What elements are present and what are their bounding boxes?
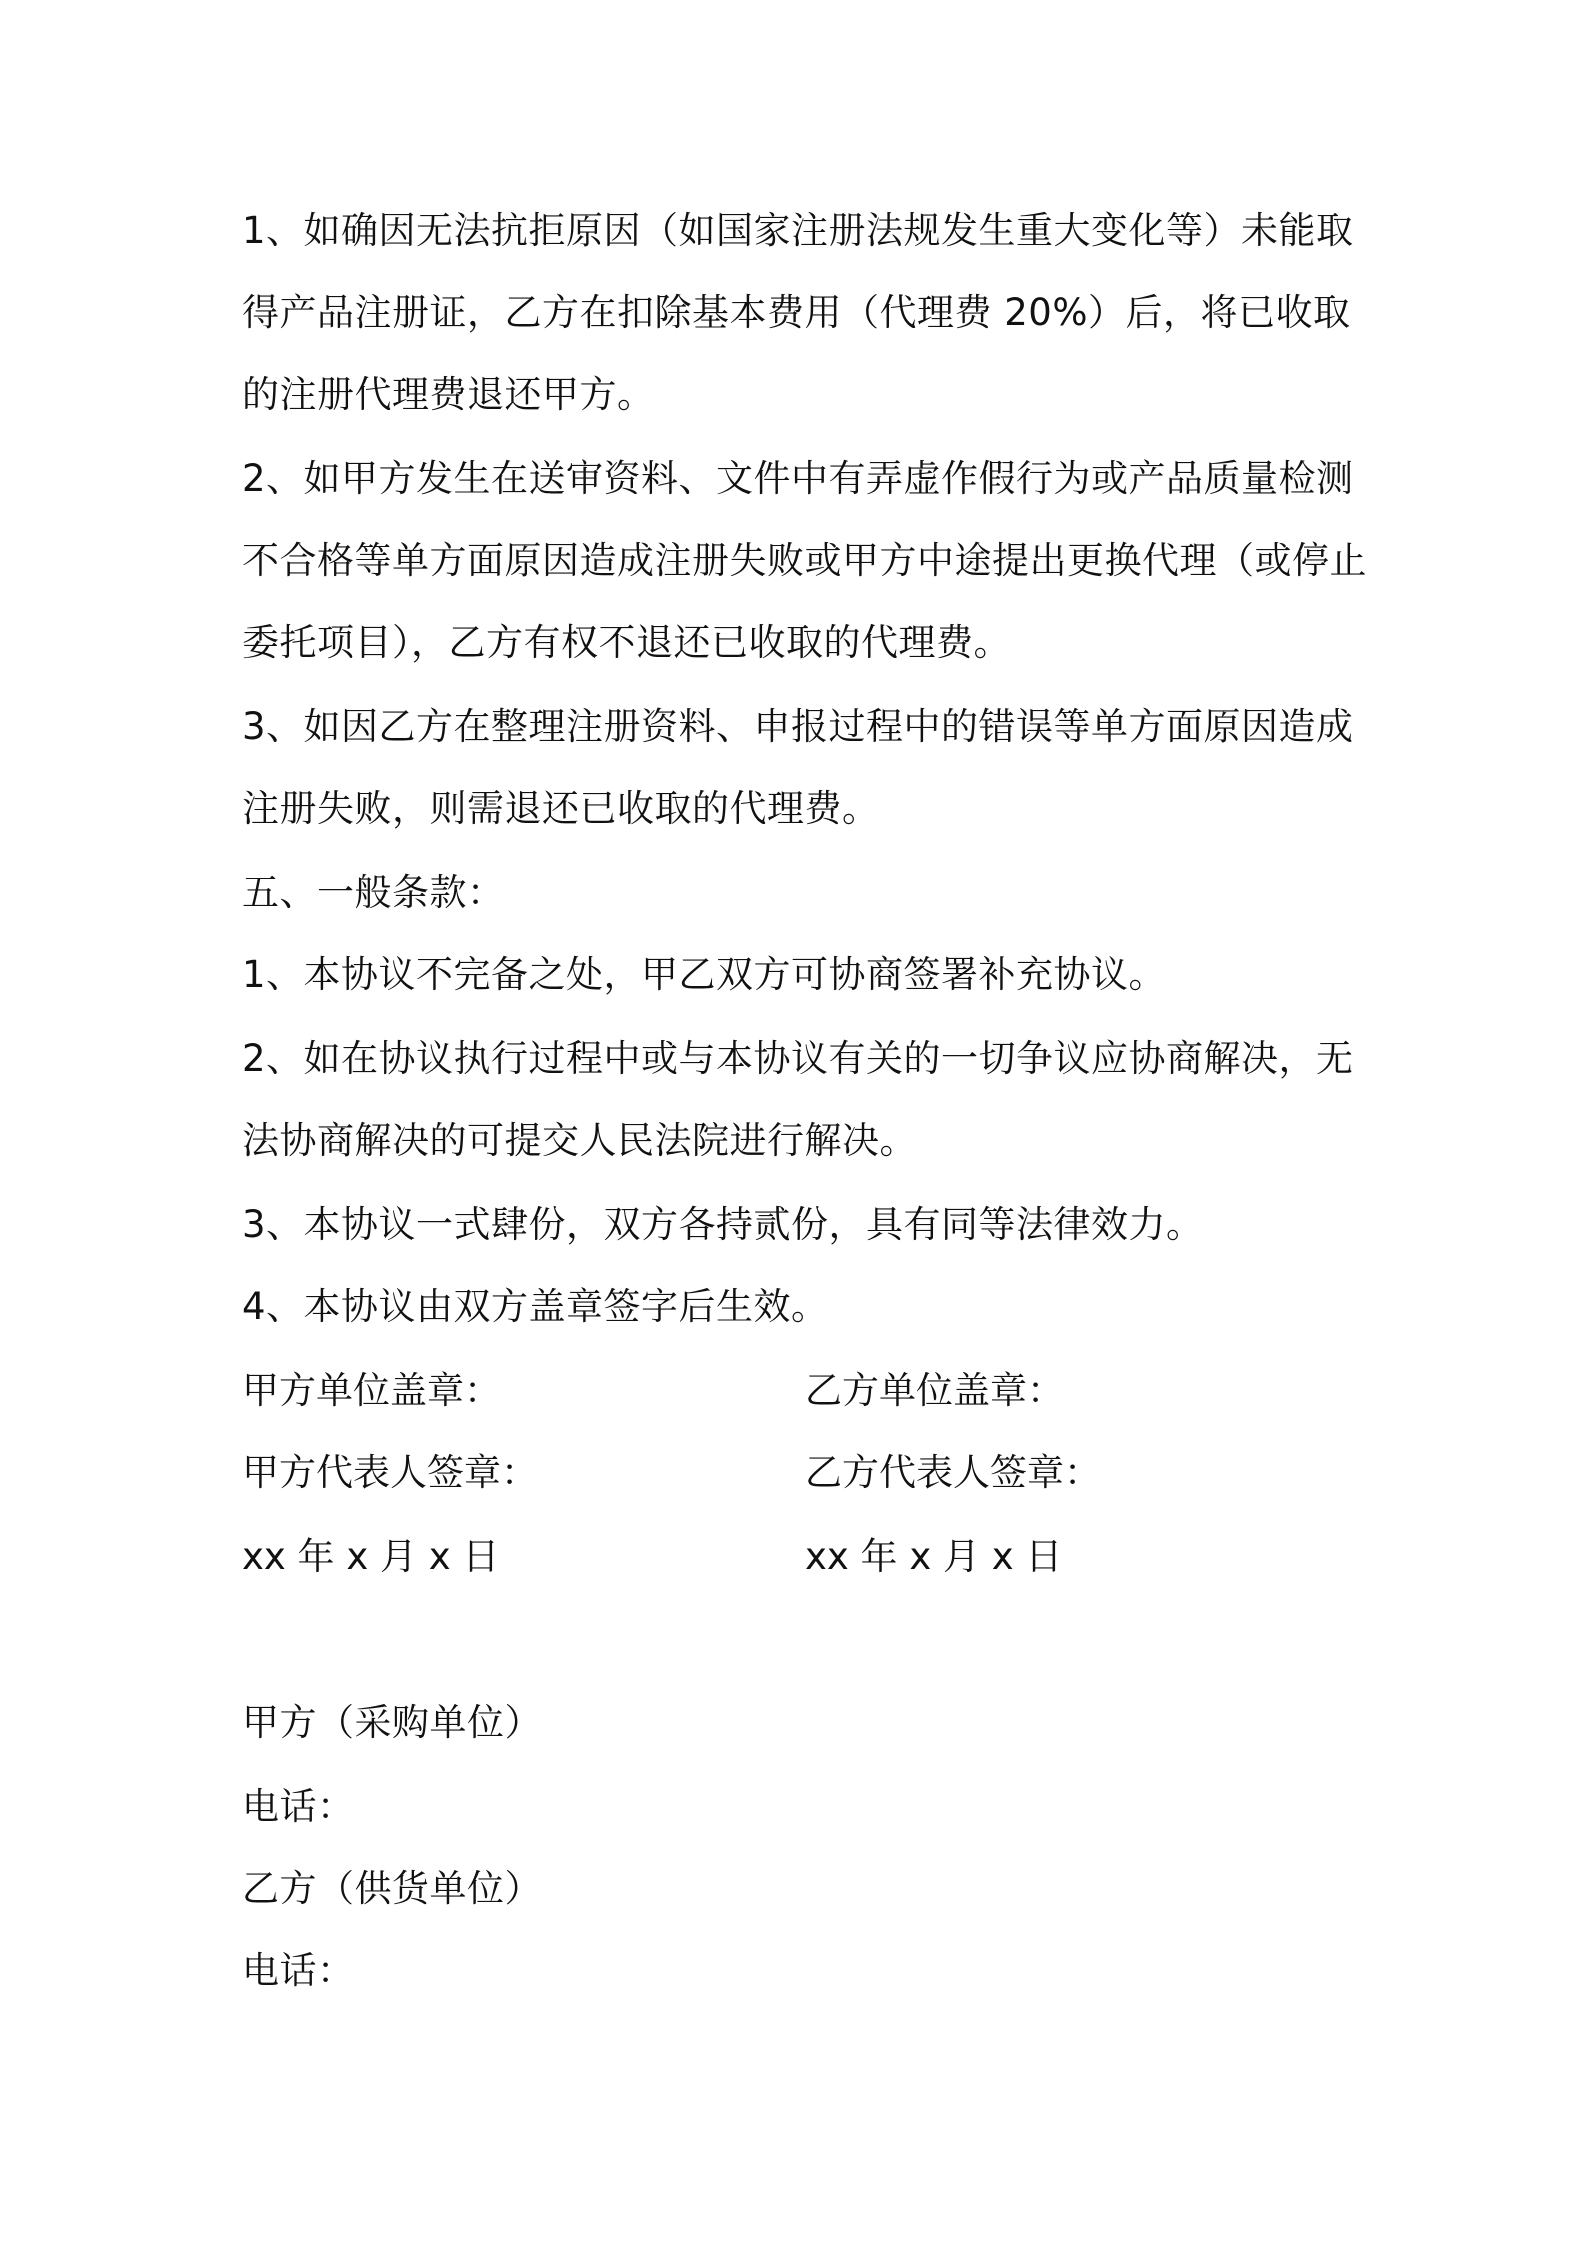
party-b-phone: 电话： xyxy=(242,1949,355,1992)
party-a-date: xx 年 x 月 x 日 xyxy=(242,1535,500,1578)
clause-2-line-2: 不合格等单方面原因造成注册失败或甲方中途提出更换代理（或停止 xyxy=(242,539,1367,582)
general-term-4: 4、本协议由双方盖章签字后生效。 xyxy=(242,1285,829,1328)
party-a-phone: 电话： xyxy=(242,1785,355,1828)
general-term-3: 3、本协议一式肆份，双方各持贰份，具有同等法律效力。 xyxy=(242,1203,1204,1246)
party-b-date: xx 年 x 月 x 日 xyxy=(805,1535,1063,1578)
general-term-2-line-1: 2、如在协议执行过程中或与本协议有关的一切争议应协商解决，无 xyxy=(242,1037,1354,1080)
general-term-2-line-2: 法协商解决的可提交人民法院进行解决。 xyxy=(242,1119,917,1162)
general-term-1: 1、本协议不完备之处，甲乙双方可协商签署补充协议。 xyxy=(242,953,1167,996)
party-a-seal-label: 甲方单位盖章： xyxy=(242,1369,501,1412)
party-b-contact: 乙方（供货单位） xyxy=(242,1867,542,1910)
party-b-rep-label: 乙方代表人签章： xyxy=(805,1451,1101,1494)
clause-1-line-2: 得产品注册证，乙方在扣除基本费用（代理费 20%）后，将已收取 xyxy=(242,291,1351,334)
clause-2-line-1: 2、如甲方发生在送审资料、文件中有弄虚作假行为或产品质量检测 xyxy=(242,457,1354,500)
clause-3-line-2: 注册失败，则需退还已收取的代理费。 xyxy=(242,787,880,830)
party-a-rep-label: 甲方代表人签章： xyxy=(242,1451,538,1494)
clause-1-line-1: 1、如确因无法抗拒原因（如国家注册法规发生重大变化等）未能取 xyxy=(242,209,1354,252)
party-b-seal-label: 乙方单位盖章： xyxy=(805,1369,1064,1412)
clause-3-line-1: 3、如因乙方在整理注册资料、申报过程中的错误等单方面原因造成 xyxy=(242,705,1354,748)
clause-2-line-3: 委托项目），乙方有权不退还已收取的代理费。 xyxy=(242,621,1011,664)
general-terms-heading: 五、一般条款： xyxy=(242,871,505,914)
party-a-contact: 甲方（采购单位） xyxy=(242,1701,542,1744)
clause-1-line-3: 的注册代理费退还甲方。 xyxy=(242,373,655,416)
